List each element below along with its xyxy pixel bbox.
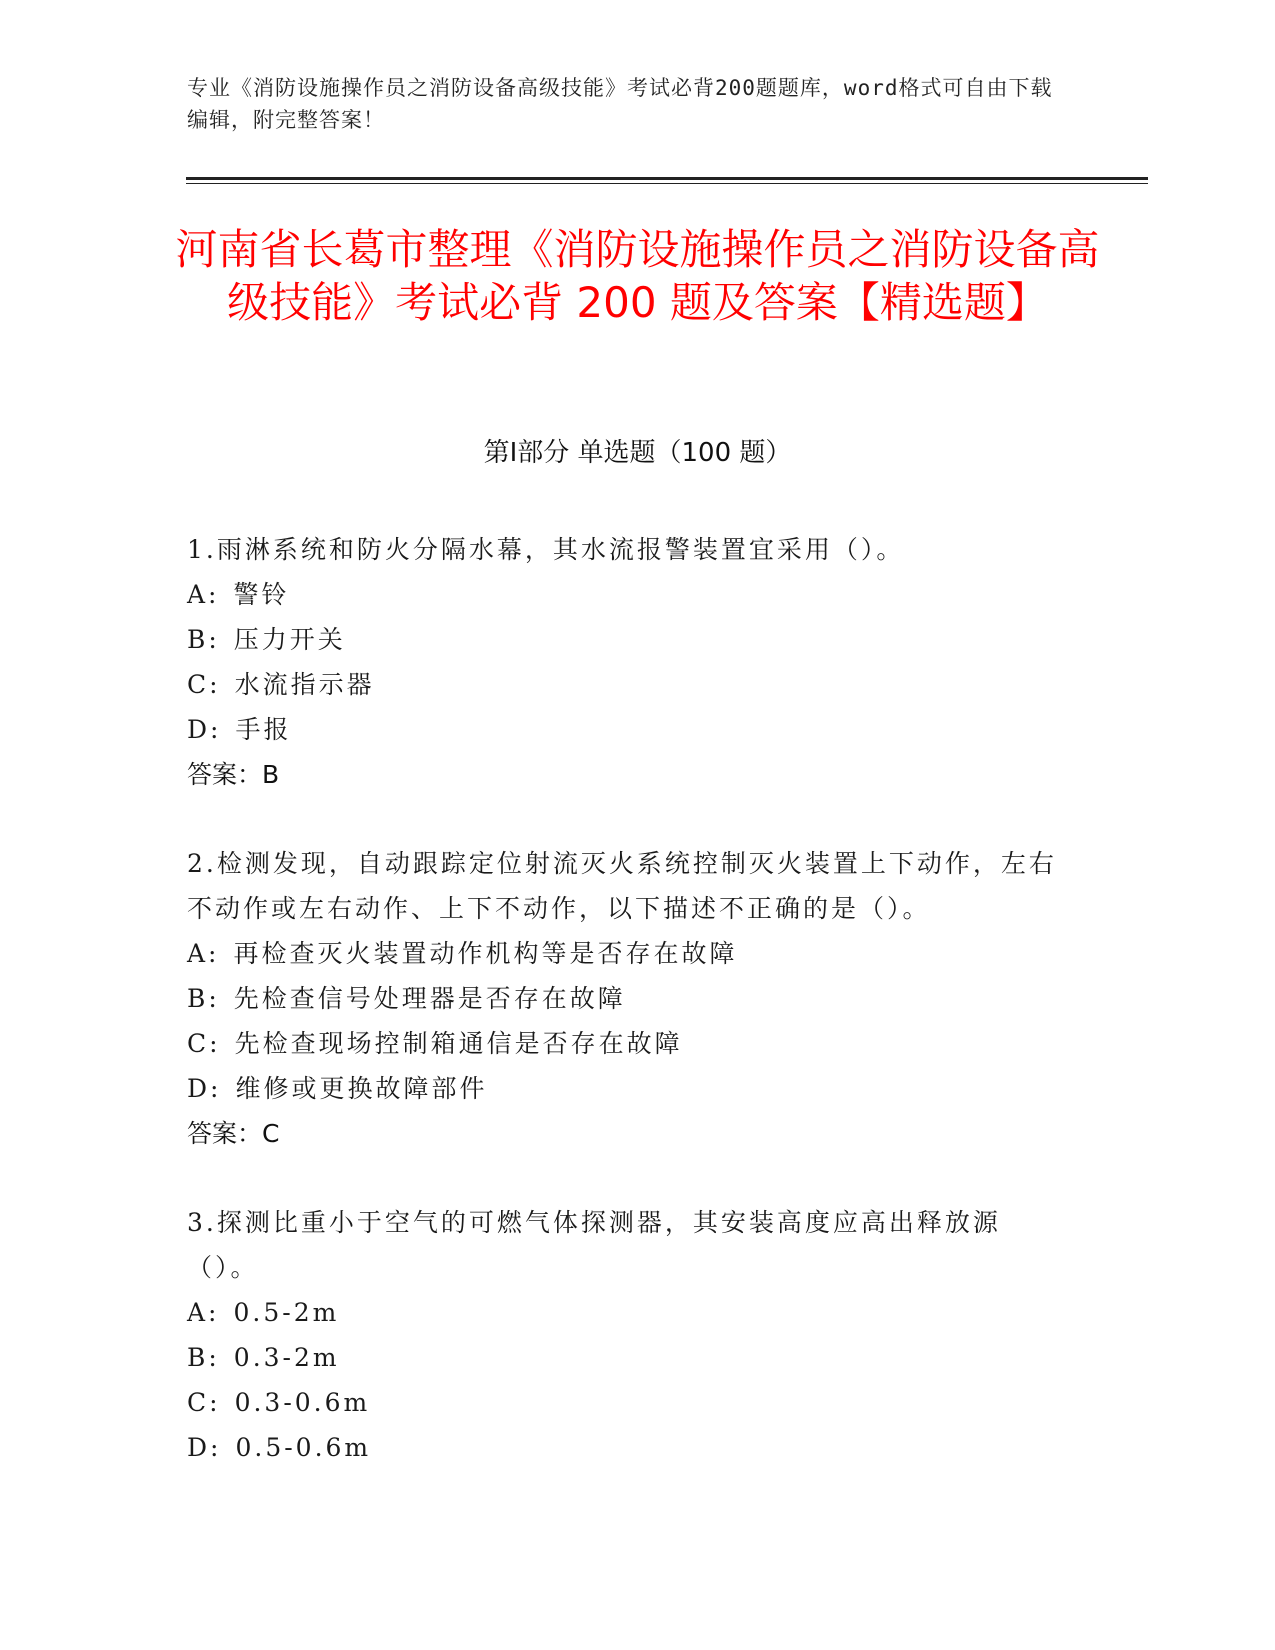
intro-text: 专业《消防设施操作员之消防设备高级技能》考试必背200题题库，word格式可自由下载编辑，附完整答案！ bbox=[187, 76, 1053, 132]
option-text: 0.5-0.6m bbox=[235, 1433, 372, 1462]
option-d bbox=[187, 1066, 1067, 1111]
option-text: 维修或更换故障部件 bbox=[235, 1074, 488, 1103]
answer-label: 答案：C bbox=[187, 1119, 280, 1148]
option-text: 0.5-2m bbox=[233, 1298, 340, 1327]
option-letter: D: bbox=[187, 715, 222, 744]
option-text: 先检查现场控制箱通信是否存在故障 bbox=[234, 1029, 683, 1058]
document-title: 河南省长葛市整理《消防设施操作员之消防设备高级技能》考试必背 200 题及答案【精选题】 bbox=[175, 225, 1100, 327]
question-1 bbox=[187, 527, 1067, 797]
option-a bbox=[187, 931, 1067, 976]
option-c bbox=[187, 1380, 1067, 1425]
option-b bbox=[187, 976, 1067, 1021]
question-3 bbox=[187, 1200, 1067, 1470]
section-title: 第Ⅰ部分 单选题（100 题） bbox=[483, 438, 792, 468]
question-2 bbox=[187, 841, 1067, 1156]
option-letter: C: bbox=[187, 670, 221, 699]
option-text: 警铃 bbox=[233, 580, 290, 609]
option-letter: D: bbox=[187, 1433, 222, 1462]
option-text: 0.3-2m bbox=[233, 1343, 340, 1372]
option-b bbox=[187, 617, 1067, 662]
option-text: 再检查灭火装置动作机构等是否存在故障 bbox=[233, 939, 738, 968]
option-text: 手报 bbox=[235, 715, 292, 744]
option-d bbox=[187, 1425, 1067, 1470]
option-text: 压力开关 bbox=[233, 625, 346, 654]
option-c bbox=[187, 1021, 1067, 1066]
answer-label: 答案：B bbox=[187, 760, 280, 789]
question-list bbox=[187, 527, 1067, 1514]
option-letter: A: bbox=[187, 939, 220, 968]
option-letter: D: bbox=[187, 1074, 222, 1103]
option-letter: A: bbox=[187, 580, 220, 609]
option-c bbox=[187, 662, 1067, 707]
option-text: 水流指示器 bbox=[234, 670, 375, 699]
option-letter: B: bbox=[187, 625, 220, 654]
option-letter: B: bbox=[187, 984, 220, 1013]
option-letter: B: bbox=[187, 1343, 220, 1372]
option-b bbox=[187, 1335, 1067, 1380]
option-letter: C: bbox=[187, 1029, 221, 1058]
question-text: 2.检测发现，自动跟踪定位射流灭火系统控制灭火装置上下动作，左右不动作或左右动作、上下不动作，以下描述不正确的是（）。 bbox=[187, 849, 1057, 923]
option-text: 先检查信号处理器是否存在故障 bbox=[233, 984, 626, 1013]
header-rule-thick bbox=[186, 177, 1148, 180]
option-d bbox=[187, 707, 1067, 752]
option-letter: C: bbox=[187, 1388, 221, 1417]
option-a bbox=[187, 1290, 1067, 1335]
option-letter: A: bbox=[187, 1298, 220, 1327]
option-text: 0.3-0.6m bbox=[234, 1388, 371, 1417]
header-rule-thin bbox=[186, 183, 1148, 184]
question-text: 1.雨淋系统和防火分隔水幕，其水流报警装置宜采用（）。 bbox=[187, 535, 905, 564]
option-a bbox=[187, 572, 1067, 617]
question-text: 3.探测比重小于空气的可燃气体探测器，其安装高度应高出释放源（）。 bbox=[187, 1208, 1001, 1282]
